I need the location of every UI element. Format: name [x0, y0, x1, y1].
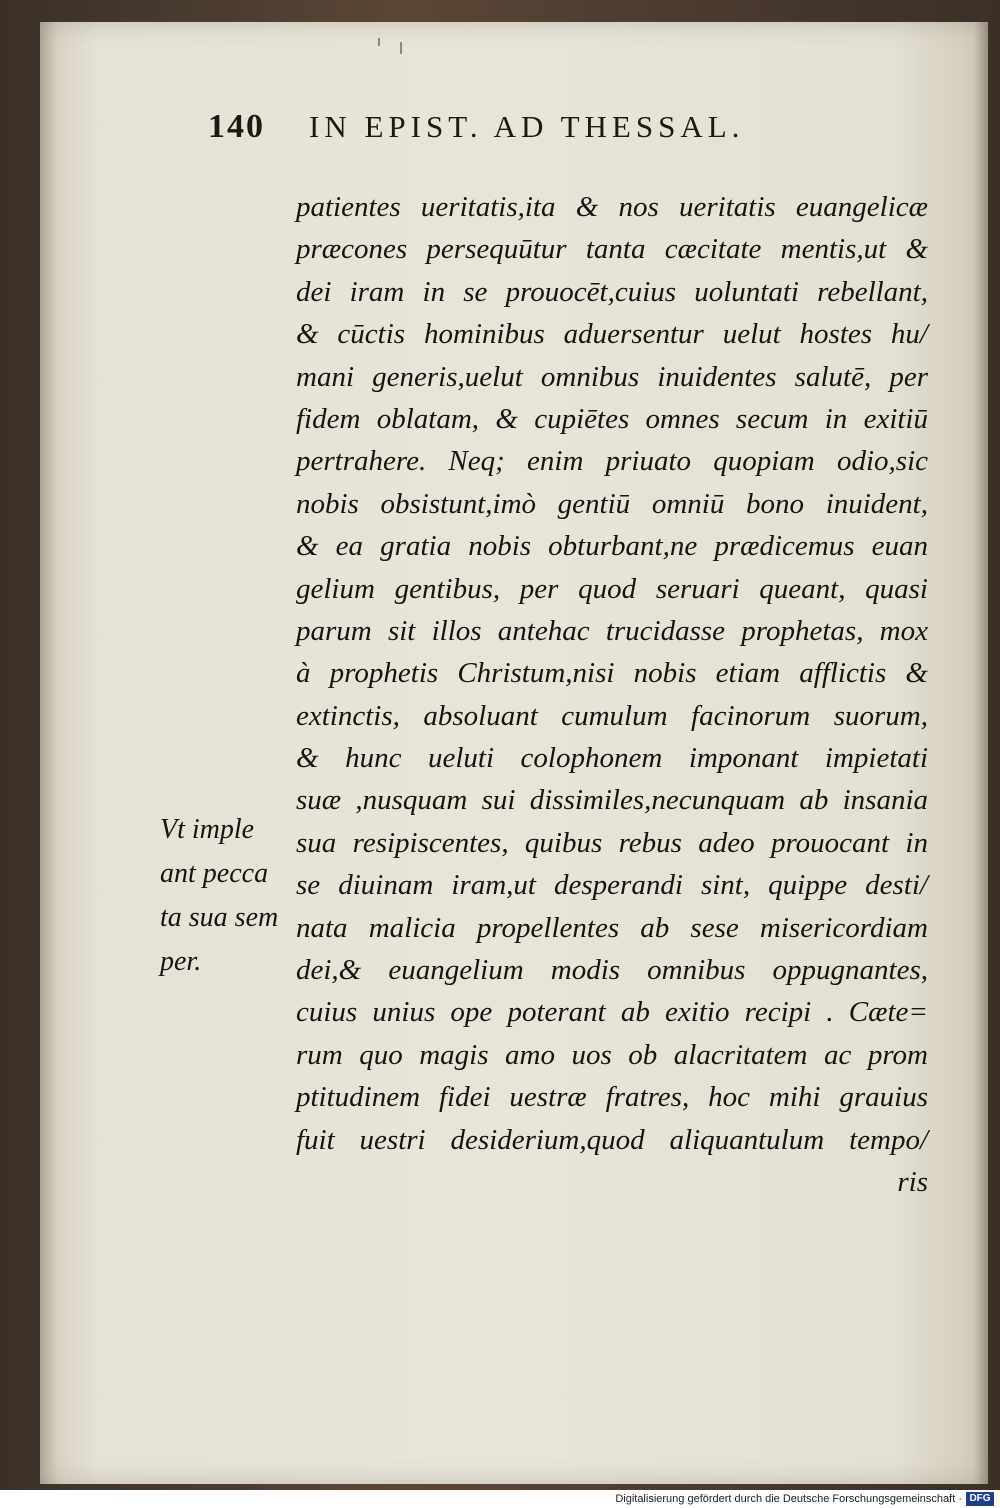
text-line: & cūctis hominibus aduersentur uelut hostes hu/: [296, 318, 928, 351]
marginal-note-line: ant pecca: [160, 858, 269, 889]
funding-credit: Digitalisierung gefördert durch die Deutsche Forschungsgemeinschaft ·: [615, 1493, 962, 1505]
text-line: dei iram in se prouocēt,cuius uoluntati rebellant,: [296, 275, 928, 308]
text-line: & hunc ueluti colophonem imponant impietati: [296, 742, 928, 775]
text-line: fidem oblatam, & cupiētes omnes secum in exitiū: [296, 402, 928, 435]
paper-speck: [378, 38, 380, 46]
text-line: nobis obsistunt,imò gentiū omniū bono inuident,: [296, 487, 928, 520]
dfg-logo: DFG: [966, 1492, 994, 1506]
text-line: & ea gratia nobis obturbant,ne prædicemus euan: [296, 530, 928, 563]
running-title: IN EPIST. AD THESSAL.: [309, 109, 745, 144]
text-line: nata malicia propellentes ab sese misericordiam: [296, 911, 928, 944]
page-edge-shadow: [974, 22, 988, 1484]
text-line: sua resipiscentes, quibus rebus adeo prouocant in: [296, 826, 928, 859]
marginal-note-line: Vt imple: [160, 814, 255, 845]
text-line: à prophetis Christum,nisi nobis etiam afflictis &: [296, 657, 928, 690]
text-line: suæ ,nusquam sui dissimiles,necunquam ab insania: [296, 784, 928, 817]
text-line: dei,& euangelium modis omnibus oppugnantes,: [296, 954, 928, 987]
text-line: ptitudinem fidei uestræ fratres, hoc mihi grauius: [296, 1081, 928, 1114]
text-line: fuit uestri desiderium,quod aliquantulum tempo/: [296, 1123, 928, 1156]
paper-speck: [400, 42, 402, 54]
marginal-note-line: ta sua sem: [160, 902, 279, 933]
main-text-block: [296, 186, 928, 1203]
text-line: præcones persequūtur tanta cæcitate mentis,ut &: [296, 233, 928, 266]
text-line: mani generis,uelut omnibus inuidentes salutē, per: [296, 360, 928, 393]
text-line: parum sit illos antehac trucidasse prophetas, mox: [296, 614, 928, 647]
text-line: patientes ueritatis,ita & nos ueritatis euangelicæ: [296, 191, 928, 223]
text-line: gelium gentibus, per quod seruari queant, quasi: [296, 572, 928, 605]
running-head: [208, 108, 928, 146]
text-line: cuius unius ope poterant ab exitio recipi . Cæte=: [296, 996, 928, 1029]
catchword: ris: [897, 1165, 928, 1198]
text-line: extinctis, absoluant cumulum facinorum suorum,: [296, 699, 928, 732]
page-number: 140: [208, 108, 265, 145]
marginal-note-line: per.: [160, 946, 202, 977]
text-line: rum quo magis amo uos ob alacritatem ac prom: [296, 1038, 928, 1071]
text-line: se diuinam iram,ut desperandi sint, quippe desti/: [296, 869, 928, 902]
marginal-note: [160, 808, 290, 984]
text-line: pertrahere. Neq; enim priuato quopiam odio,sic: [296, 445, 928, 478]
